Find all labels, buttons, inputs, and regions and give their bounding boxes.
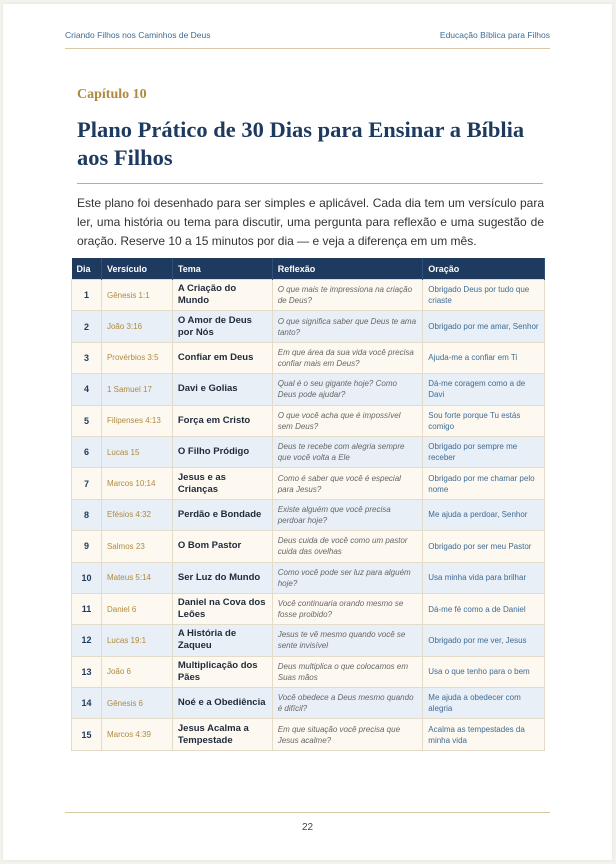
prayer-cell: Me ajuda a obedecer com alegria	[423, 688, 545, 719]
theme-cell: Perdão e Bondade	[172, 499, 272, 530]
reflection-cell: Deus multiplica o que colocamos em Suas mãos	[272, 656, 423, 687]
reflection-cell: Deus te recebe com alegria sempre que você volta a Ele	[272, 436, 423, 467]
reflection-cell: Jesus te vê mesmo quando você se sente invisível	[272, 625, 423, 656]
reflection-cell: Em que situação você precisa que Jesus acalme?	[272, 719, 423, 750]
day-cell: 12	[72, 625, 102, 656]
header-versiculo: Versículo	[101, 258, 172, 280]
prayer-cell: Usa o que tenho para o bem	[423, 656, 545, 687]
prayer-cell: Ajuda-me a confiar em Ti	[423, 342, 545, 373]
theme-cell: O Filho Pródigo	[172, 436, 272, 467]
verse-cell: Gênesis 1:1	[101, 280, 172, 311]
verse-cell: Filipenses 4:13	[101, 405, 172, 436]
theme-cell: Ser Luz do Mundo	[172, 562, 272, 593]
reflection-cell: Você continuaria orando mesmo se fosse proibido?	[272, 593, 423, 624]
theme-cell: Multiplicação dos Pães	[172, 656, 272, 687]
prayer-cell: Acalma as tempestades da minha vida	[423, 719, 545, 750]
prayer-cell: Obrigado por sempre me receber	[423, 436, 545, 467]
day-cell: 2	[72, 311, 102, 342]
verse-cell: Efésios 4:32	[101, 499, 172, 530]
theme-cell: O Bom Pastor	[172, 531, 272, 562]
header-reflexao: Reflexão	[272, 258, 423, 280]
prayer-cell: Obrigado por me amar, Senhor	[423, 311, 545, 342]
table-row	[72, 468, 545, 499]
reflection-cell: O que mais te impressiona na criação de Deus?	[272, 280, 423, 311]
verse-cell: Marcos 10:14	[101, 468, 172, 499]
verse-cell: Marcos 4:39	[101, 719, 172, 750]
theme-cell: Daniel na Cova dos Leões	[172, 593, 272, 624]
theme-cell: O Amor de Deus por Nós	[172, 311, 272, 342]
reflection-cell: Qual é o seu gigante hoje? Como Deus pode ajudar?	[272, 374, 423, 405]
verse-cell: João 3:16	[101, 311, 172, 342]
header-tema: Tema	[172, 258, 272, 280]
day-cell: 8	[72, 499, 102, 530]
intro-paragraph: Este plano foi desenhado para ser simples e aplicável. Cada dia tem um versículo para ler, uma história ou tema para discutir, uma pergunta para reflexão e uma sugestão de oração. Reserve 10 a 15 minutos por dia — e veja a diferença em um mês.	[77, 196, 544, 248]
verse-cell: Provérbios 3:5	[101, 342, 172, 373]
theme-cell: Davi e Golias	[172, 374, 272, 405]
table-row	[72, 593, 545, 624]
day-cell: 6	[72, 436, 102, 467]
prayer-cell: Obrigado por ser meu Pastor	[423, 531, 545, 562]
header-book-title: Criando Filhos nos Caminhos de Deus	[65, 30, 211, 40]
reflection-cell: Como você pode ser luz para alguém hoje?	[272, 562, 423, 593]
prayer-cell: Usa minha vida para brilhar	[423, 562, 545, 593]
title-divider	[77, 183, 543, 184]
day-cell: 13	[72, 656, 102, 687]
table-body	[72, 280, 545, 751]
prayer-cell: Obrigado Deus por tudo que criaste	[423, 280, 545, 311]
table-row	[72, 405, 545, 436]
chapter-label: Capítulo 10	[77, 87, 147, 102]
table-row	[72, 436, 545, 467]
footer-divider	[65, 812, 550, 813]
reflection-cell: Deus cuida de você como um pastor cuida das ovelhas	[272, 531, 423, 562]
table-row	[72, 625, 545, 656]
theme-cell: A História de Zaqueu	[172, 625, 272, 656]
table-header-row	[72, 258, 545, 280]
table-row	[72, 311, 545, 342]
verse-cell: Lucas 15	[101, 436, 172, 467]
reflection-cell: Em que área da sua vida você precisa confiar mais em Deus?	[272, 342, 423, 373]
header-dia: Dia	[72, 258, 102, 280]
verse-cell: Mateus 5:14	[101, 562, 172, 593]
theme-cell: Jesus Acalma a Tempestade	[172, 719, 272, 750]
reflection-cell: Você obedece a Deus mesmo quando é difícil?	[272, 688, 423, 719]
prayer-cell: Dá-me fé como a de Daniel	[423, 593, 545, 624]
day-cell: 1	[72, 280, 102, 311]
theme-cell: Noé e a Obediência	[172, 688, 272, 719]
page	[3, 4, 612, 860]
theme-cell: Jesus e as Crianças	[172, 468, 272, 499]
table-row	[72, 531, 545, 562]
reflection-cell: Existe alguém que você precisa perdoar hoje?	[272, 499, 423, 530]
day-cell: 10	[72, 562, 102, 593]
page-title: Plano Prático de 30 Dias para Ensinar a Bíblia aos Filhos	[77, 117, 525, 170]
table-row	[72, 688, 545, 719]
verse-cell: Gênesis 6	[101, 688, 172, 719]
table-row	[72, 656, 545, 687]
day-cell: 14	[72, 688, 102, 719]
prayer-cell: Me ajuda a perdoar, Senhor	[423, 499, 545, 530]
header-oracao: Oração	[423, 258, 545, 280]
prayer-cell: Obrigado por me ver, Jesus	[423, 625, 545, 656]
plan-table	[71, 258, 545, 751]
table-row	[72, 374, 545, 405]
day-cell: 15	[72, 719, 102, 750]
theme-cell: A Criação do Mundo	[172, 280, 272, 311]
verse-cell: Daniel 6	[101, 593, 172, 624]
verse-cell: João 6	[101, 656, 172, 687]
running-header	[65, 30, 550, 49]
table-row	[72, 562, 545, 593]
verse-cell: 1 Samuel 17	[101, 374, 172, 405]
day-cell: 7	[72, 468, 102, 499]
page-number: 22	[301, 822, 314, 833]
theme-cell: Força em Cristo	[172, 405, 272, 436]
day-cell: 4	[72, 374, 102, 405]
reflection-cell: O que você acha que é impossível sem Deus?	[272, 405, 423, 436]
prayer-cell: Sou forte porque Tu estás comigo	[423, 405, 545, 436]
day-cell: 11	[72, 593, 102, 624]
verse-cell: Salmos 23	[101, 531, 172, 562]
prayer-cell: Obrigado por me chamar pelo nome	[423, 468, 545, 499]
prayer-cell: Dá-me coragem como a de Davi	[423, 374, 545, 405]
table-row	[72, 719, 545, 750]
day-cell: 5	[72, 405, 102, 436]
table-row	[72, 342, 545, 373]
day-cell: 9	[72, 531, 102, 562]
day-cell: 3	[72, 342, 102, 373]
table-row	[72, 280, 545, 311]
verse-cell: Lucas 19:1	[101, 625, 172, 656]
reflection-cell: Como é saber que você é especial para Jesus?	[272, 468, 423, 499]
reflection-cell: O que significa saber que Deus te ama tanto?	[272, 311, 423, 342]
header-section-title: Educação Bíblica para Filhos	[439, 30, 550, 40]
table-row	[72, 499, 545, 530]
theme-cell: Confiar em Deus	[172, 342, 272, 373]
